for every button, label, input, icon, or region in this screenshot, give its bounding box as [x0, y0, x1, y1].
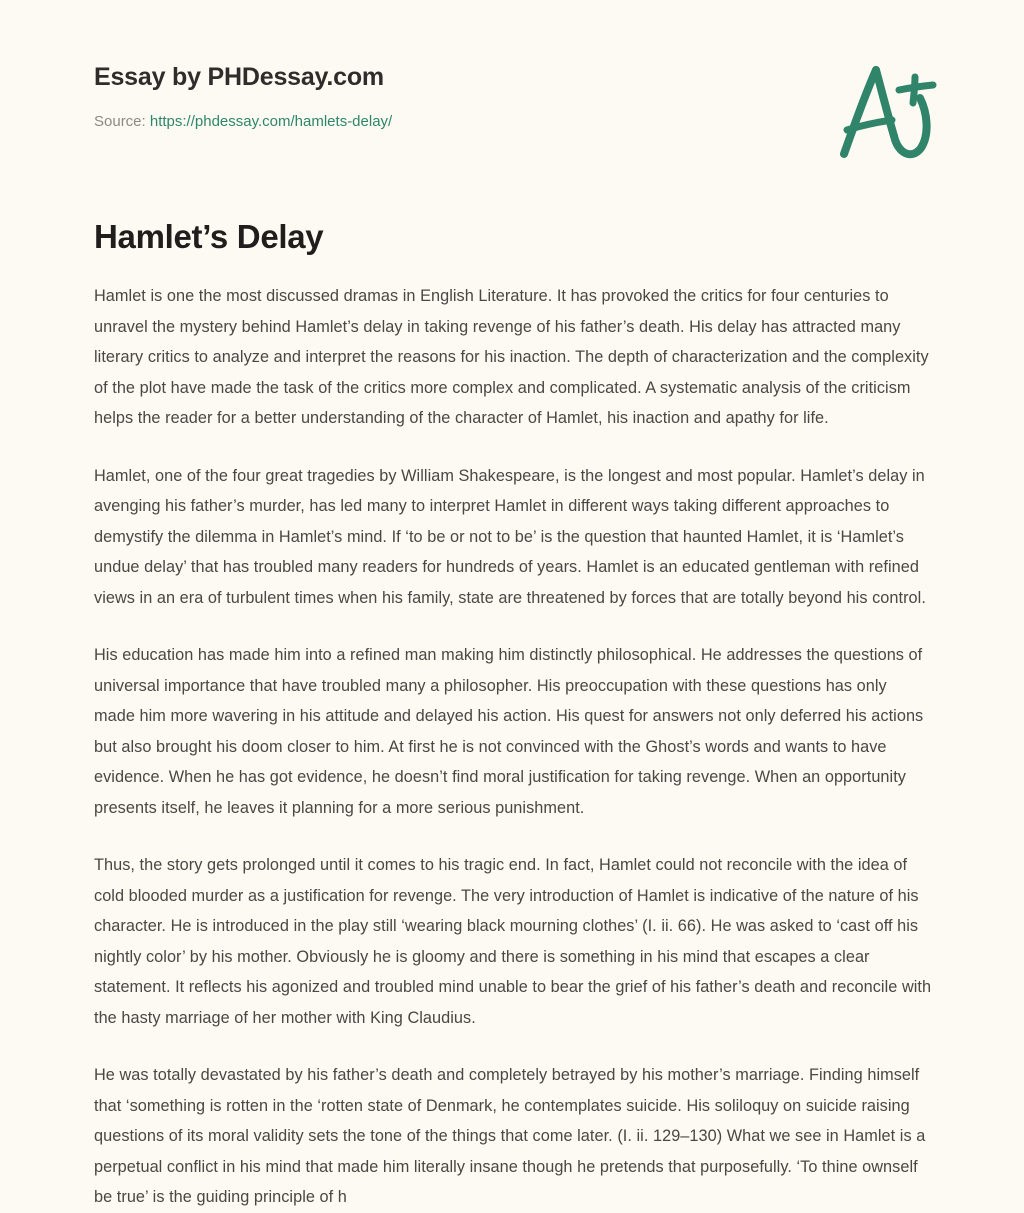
article-paragraph: Thus, the story gets prolonged until it comes to his tragic end. In fact, Hamlet could not reconcile with the idea of cold blooded murder as a justification for revenge. The very introduction of Hamlet is indicative of the nature of his character. He is introduced in the play still ‘wearing black mourning clothes’ (I. ii. 66). He was asked to ‘cast off his nightly color’ by his mother. Obviously he is gloomy and there is something in his mind that escapes a clear statement. It reflects his agonized and troubled mind unable to bear the grief of his father’s death and reconcile with the hasty marriage of her mother with King Claudius.	[94, 856, 932, 1027]
page-title: Hamlet’s Delay	[94, 218, 324, 255]
article-body	[94, 281, 932, 1206]
a-plus-logo-icon	[826, 58, 946, 173]
article-paragraph: Hamlet, one of the four great tragedies by William Shakespeare, is the longest and most popular. Hamlet’s delay in avenging his father’s murder, has led many to interpret Hamlet in different ways taking different approaches to demystify the dilemma in Hamlet’s mind. If ‘to be or not to be’ is the question that haunted Hamlet, it is ‘Hamlet’s undue delay’ that has troubled many readers for hundreds of years. Hamlet is an educated gentleman with refined views in an era of turbulent times when his family, state are threatened by forces that are totally beyond his control.	[94, 466, 926, 607]
source-label: Source:	[94, 113, 146, 130]
brand-title: Essay by PHDessay.com	[94, 63, 384, 91]
source-url-link[interactable]: https://phdessay.com/hamlets-delay/	[149, 113, 393, 130]
article-paragraph: His education has made him into a refined man making him distinctly philosophical. He addresses the questions of universal importance that have troubled many a philosopher. His preoccupation with these questions has only made him more wavering in his attitude and delayed his action. His quest for answers not only deferred his actions but also brought his doom closer to him. At first he is not convinced with the Ghost’s words and wants to have evidence. When he has got evidence, he doesn’t find moral justification for taking revenge. When an opportunity presents itself, he leaves it planning for a more serious punishment.	[94, 646, 924, 817]
source-line	[94, 112, 930, 132]
article-paragraph: He was totally devastated by his father’s death and completely betrayed by his mother’s marriage. Finding himself that ‘something is rotten in the ‘rotten state of Denmark, he contemplates suicide. His soliloquy on suicide raising questions of its moral validity sets the tone of the things that come later. (I. ii. 129–130) What we see in Hamlet is a perpetual conflict in his mind that made him literally insane though he pretends that purposefully. ‘To thine ownself be true’ is the guiding principle of h	[94, 1066, 926, 1206]
page-header	[94, 62, 930, 132]
article-paragraph: Hamlet is one the most discussed dramas in English Literature. It has provoked the critics for four centuries to unravel the mystery behind Hamlet’s delay in taking revenge of his father’s death. His delay has attracted many literary critics to analyze and interpret the reasons for his inaction. The depth of characterization and the complexity of the plot have made the task of the critics more complex and complicated. A systematic analysis of the criticism helps the reader for a better understanding of the character of Hamlet, his inaction and apathy for life.	[94, 287, 929, 427]
